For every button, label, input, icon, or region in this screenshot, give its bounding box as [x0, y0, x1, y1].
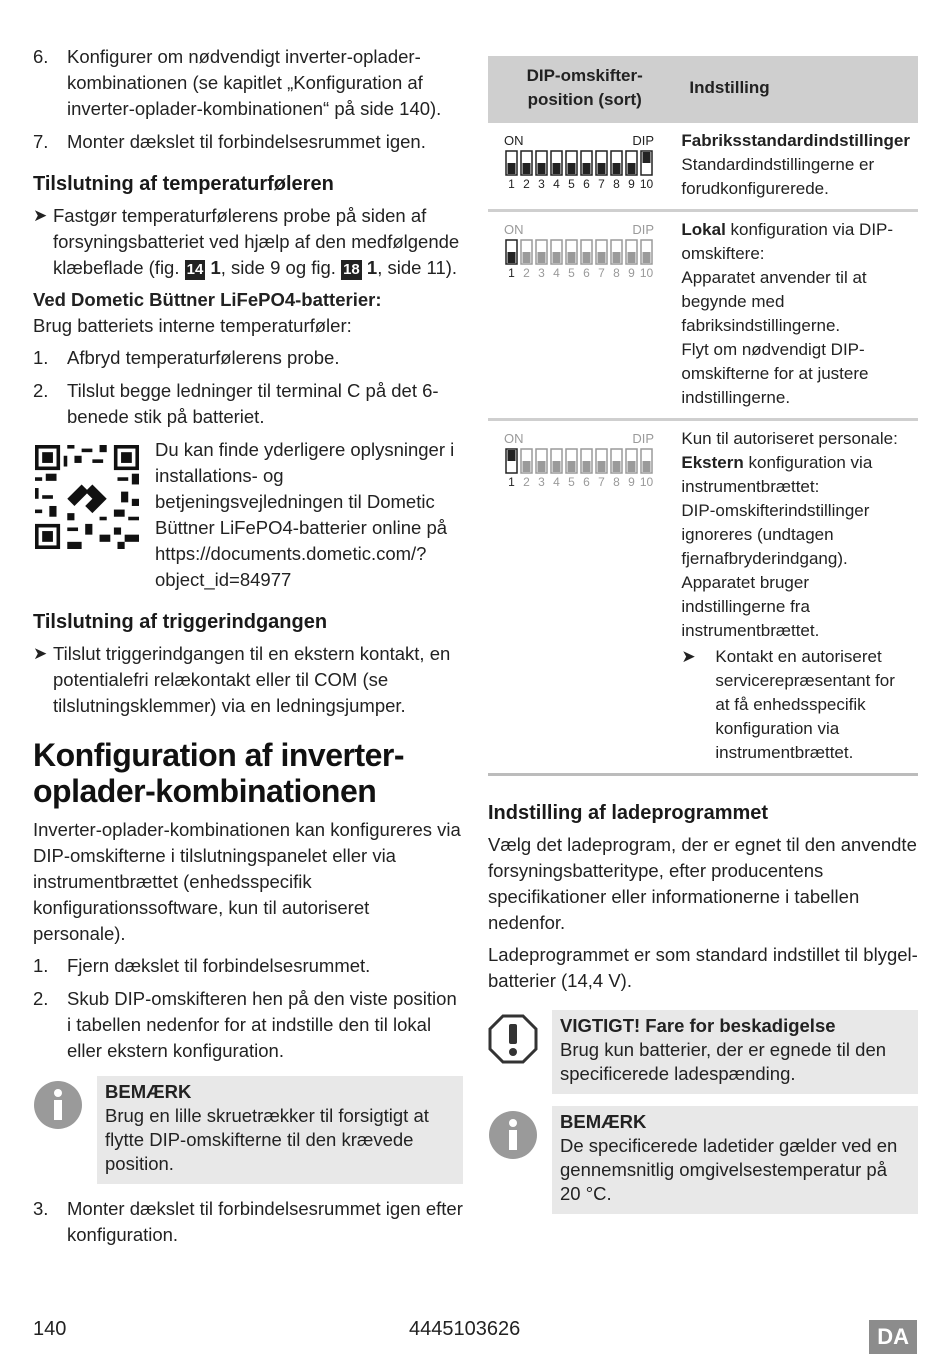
- row-title: Fabriksstandardindstillinger: [681, 131, 910, 150]
- temp-sensor-heading: Tilslutning af temperaturføleren: [33, 173, 334, 195]
- switch-number: 7: [598, 266, 605, 280]
- page-footer: [33, 1318, 917, 1352]
- dip-switch-factory: [504, 133, 673, 198]
- trigger-instruction: ➤ Tilslut triggerindgangen til en ekstern kontakt, en potentialefri relækontakt eller til COM (se tilslutningsklemmer) via en ledningsjumper.: [33, 641, 463, 719]
- list-number: 2.: [33, 988, 49, 1009]
- switch-knob: [598, 163, 606, 174]
- list-item: [33, 953, 463, 979]
- switch-knob: [508, 163, 516, 174]
- row-text: Flyt om nødvendigt DIP-omskifterne for at justere indstillingerne.: [681, 340, 869, 407]
- switch-number: 3: [538, 475, 545, 489]
- switch-number: 9: [628, 475, 635, 489]
- note-title: BEMÆRK: [560, 1111, 647, 1132]
- switch-knob: [508, 450, 516, 461]
- switch-number: 8: [613, 266, 620, 280]
- trigger-heading: Tilslutning af triggerindgangen: [33, 611, 328, 633]
- list-number: 7.: [33, 131, 49, 152]
- switch-number: 9: [628, 177, 635, 191]
- switch-number: 10: [639, 177, 654, 191]
- note-box: [488, 1106, 918, 1214]
- switch-knob: [538, 461, 546, 472]
- switch-number: 5: [568, 177, 575, 191]
- row-text: Apparatet anvender til at begynde med fabriksindstillingerne.: [681, 268, 867, 335]
- arrow-icon: ➤: [681, 647, 696, 666]
- switch-dip-label: DIP: [632, 222, 654, 237]
- switch-knob: [643, 252, 651, 263]
- list-text: Afbryd temperaturfølerens probe.: [67, 347, 340, 368]
- switch-knob: [643, 461, 651, 472]
- dip-switch-external: [504, 431, 673, 496]
- switch-number: 10: [639, 475, 654, 489]
- warning-icon: [488, 1014, 538, 1064]
- charge-heading: Indstilling af ladeprogrammet: [488, 802, 769, 824]
- dip-switch-local: [504, 222, 673, 287]
- list-text: Tilslut begge ledninger til terminal C på det 6-benede stik på batteriet.: [67, 380, 439, 427]
- config-intro: Inverter-oplader-kombinationen kan konfigureres via DIP-omskifterne i tilslutningspanelet eller via instrumentbrættet (enhedsspecifik konfigurationssoftware, kun til autoriseret personale).: [33, 819, 461, 944]
- switch-knob: [628, 252, 636, 263]
- switch-dip-label: DIP: [632, 133, 654, 148]
- list-item: [33, 986, 463, 1064]
- switch-number: 8: [613, 177, 620, 191]
- switch-number: 3: [538, 266, 545, 280]
- switch-number: 6: [583, 475, 590, 489]
- qr-code-icon: [35, 445, 139, 549]
- switch-number: 6: [583, 266, 590, 280]
- switch-on-label: ON: [504, 133, 524, 148]
- qr-info: [33, 437, 463, 593]
- figure-ref-18: 18: [343, 261, 360, 278]
- charge-paragraph: Ladeprogrammet er som standard indstillet til blygel-batterier (14,4 V).: [488, 944, 918, 991]
- switch-knob: [523, 163, 531, 174]
- switch-knob: [583, 163, 591, 174]
- figure-ref-14: 14: [186, 261, 204, 278]
- list-item: [33, 129, 463, 155]
- charge-paragraph: Vælg det ladeprogram, der er egnet til den anvendte forsyningsbatteritype, efter producentens specifikationer eller informationerne i tabellen nedenfor.: [488, 834, 917, 933]
- dip-switch-graphic: [504, 431, 654, 489]
- left-column: [33, 44, 463, 1255]
- switch-number: 8: [613, 475, 620, 489]
- switch-number: 4: [553, 177, 560, 191]
- list-item: [33, 345, 463, 371]
- list-item: [33, 1196, 463, 1248]
- switch-knob: [538, 252, 546, 263]
- note-text: Brug en lille skruetrækker til forsigtigt at flytte DIP-omskifterne til den krævede position.: [105, 1105, 429, 1174]
- list-number: 1.: [33, 955, 49, 976]
- switch-number: 2: [523, 475, 530, 489]
- list-text: Monter dækslet til forbindelsesrummet igen.: [67, 131, 426, 152]
- switch-dip-label: DIP: [632, 431, 654, 446]
- switch-knob: [583, 252, 591, 263]
- info-icon: [33, 1080, 83, 1130]
- switch-number: 5: [568, 475, 575, 489]
- switch-number: 1: [508, 266, 515, 280]
- dip-switch-graphic: [504, 222, 654, 280]
- note-text: De specificerede ladetider gælder ved en gennemsnitlig omgivelsestemperatur på 20 °C.: [560, 1135, 898, 1204]
- switch-knob: [598, 252, 606, 263]
- arrow-icon: ➤: [33, 644, 48, 663]
- info-icon: [488, 1110, 538, 1160]
- switch-knob: [613, 163, 621, 174]
- switch-number: 7: [598, 475, 605, 489]
- switch-number: 9: [628, 266, 635, 280]
- switch-number: 10: [639, 266, 654, 280]
- switch-knob: [598, 461, 606, 472]
- switch-knob: [538, 163, 546, 174]
- switch-number: 4: [553, 266, 560, 280]
- config-heading: Konfiguration af inverter-oplader-kombinationen: [33, 737, 405, 809]
- qr-description: Du kan finde yderligere oplysninger i installations- og betjeningsvejledningen til Dometic Büttner LiFePO4-batterier online på https://documents.dometic.com/?object_id=84977: [155, 439, 455, 590]
- lifepo-intro: Brug batteriets interne temperaturføler:: [33, 315, 352, 336]
- dip-switch-table: [488, 56, 918, 776]
- lifepo-heading: Ved Dometic Büttner LiFePO4-batterier:: [33, 289, 382, 310]
- switch-knob: [523, 461, 531, 472]
- switch-knob: [508, 252, 516, 263]
- note-box: [33, 1076, 463, 1184]
- list-item: [33, 44, 463, 122]
- row-text: DIP-omskifterindstillinger ignoreres (undtagen fjernafbryderindgang). Apparatet bruger indstillingerne fra instrumentbrættet.: [681, 501, 870, 640]
- switch-knob: [583, 461, 591, 472]
- temp-sensor-instruction: ➤ Fastgør temperaturfølerens probe på siden af forsyningsbatteriet ved hjælp af den medfølgende klæbeflade (fig. 14 1, side 9 og fig. 18 1, side 11).: [33, 203, 463, 281]
- switch-knob: [523, 252, 531, 263]
- switch-knob: [568, 252, 576, 263]
- note-title: BEMÆRK: [105, 1081, 192, 1102]
- list-number: 1.: [33, 347, 49, 368]
- table-row: [488, 122, 918, 211]
- warning-text: Brug kun batterier, der er egnede til den specificerede ladespænding.: [560, 1039, 887, 1084]
- switch-knob: [643, 152, 651, 163]
- list-text: Monter dækslet til forbindelsesrummet igen efter konfiguration.: [67, 1198, 463, 1245]
- switch-knob: [568, 163, 576, 174]
- switch-number: 1: [508, 177, 515, 191]
- switch-number: 2: [523, 266, 530, 280]
- switch-on-label: ON: [504, 222, 524, 237]
- row-text: Kun til autoriseret personale:: [681, 429, 898, 448]
- list-number: 2.: [33, 380, 49, 401]
- switch-number: 2: [523, 177, 530, 191]
- language-badge: DA: [869, 1320, 917, 1354]
- row-text: Standardindstillingerne er forudkonfigurerede.: [681, 155, 875, 198]
- switch-number: 4: [553, 475, 560, 489]
- switch-number: 5: [568, 266, 575, 280]
- switch-knob: [553, 163, 561, 174]
- list-text: Konfigurer om nødvendigt inverter-oplader-kombinationen (se kapitlet „Konfiguration af inverter-oplader-kombinationen“ på side 140).: [67, 46, 442, 119]
- switch-knob: [628, 163, 636, 174]
- table-row: ON DIP 1 2 3 4 5 6 7 8 9 10 Lokal konfiguration via DIP-omskiftere: Apparatet anvender til at begynde med fabriksindstillingerne. Flyt om nødvendigt DIP-omskifterne for at justere indstillingerne.: [488, 211, 918, 420]
- arrow-icon: ➤: [33, 206, 48, 225]
- switch-knob: [613, 252, 621, 263]
- right-column: [488, 56, 918, 1226]
- switch-number: 1: [508, 475, 515, 489]
- row-arrow-item: ➤ Kontakt en autoriseret servicerepræsentant for at få enhedsspecifik konfiguration via instrumentbrættet.: [681, 645, 910, 765]
- switch-knob: [553, 461, 561, 472]
- table-row: ON DIP 1 2 3 4 5 6 7 8 9 10 Kun til autoriseret personale: Ekstern konfiguration via instrumentbrættet: DIP-omskifterindstillinger ignoreres (undtagen fjernafbryderindgang). Apparatet bruger indstillingerne fra instrumentbrættet. ➤ Kontakt en autoriseret servicerepræsentant for at få enhedsspecifik konfiguration via instrumentbrættet.: [488, 420, 918, 775]
- table-header-setting: Indstilling: [681, 56, 918, 122]
- document-number: 4445103626: [409, 1318, 521, 1340]
- page-number: 140: [33, 1318, 67, 1340]
- dip-switch-graphic: [504, 133, 654, 191]
- list-text: Skub DIP-omskifteren hen på den viste position i tabellen nedenfor for at indstille den til lokal eller ekstern konfiguration.: [67, 988, 457, 1061]
- switch-knob: [613, 461, 621, 472]
- switch-number: 3: [538, 177, 545, 191]
- switch-knob: [628, 461, 636, 472]
- switch-on-label: ON: [504, 431, 524, 446]
- switch-knob: [568, 461, 576, 472]
- warning-title: VIGTIGT! Fare for beskadigelse: [560, 1015, 836, 1036]
- switch-number: 7: [598, 177, 605, 191]
- list-item: [33, 378, 463, 430]
- list-number: 6.: [33, 46, 49, 67]
- list-number: 3.: [33, 1198, 49, 1219]
- switch-number: 6: [583, 177, 590, 191]
- switch-knob: [553, 252, 561, 263]
- list-text: Fjern dækslet til forbindelsesrummet.: [67, 955, 371, 976]
- warning-box: [488, 1010, 918, 1094]
- table-header-position: DIP-omskifter-position (sort): [488, 56, 681, 122]
